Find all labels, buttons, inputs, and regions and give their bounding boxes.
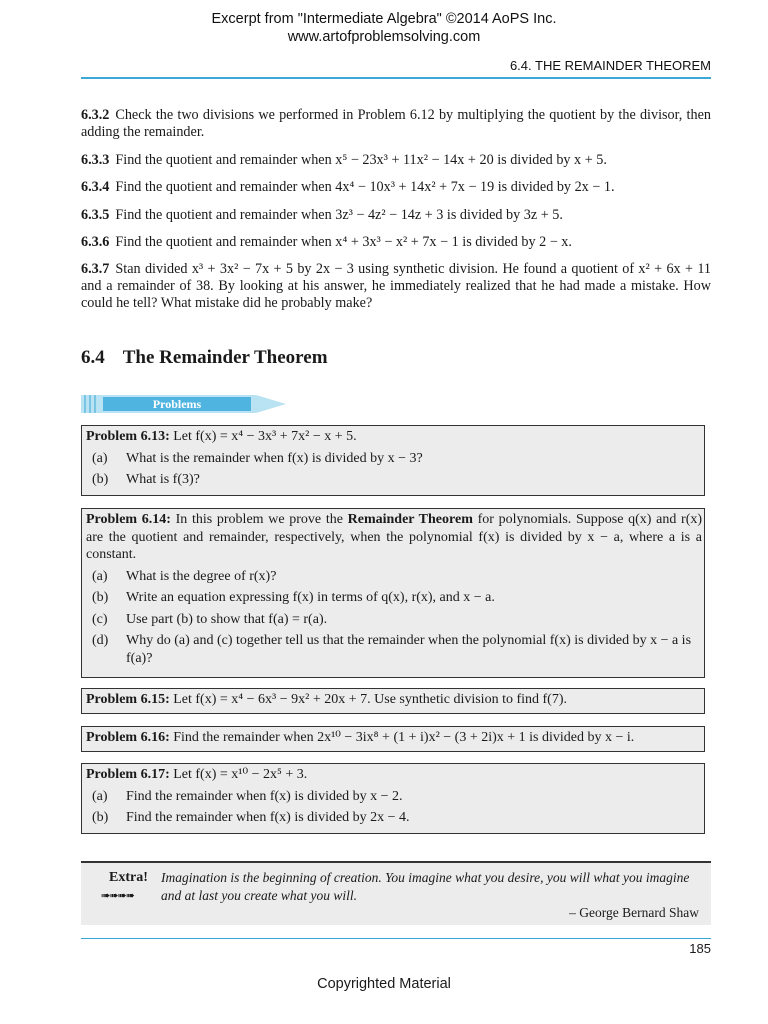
exercise-6-3-3 xyxy=(81,152,711,169)
part-label: (b) xyxy=(92,472,109,487)
problem-stem: Let f(x) = x⁴ − 3x³ + 7x² − x + 5. xyxy=(173,429,357,444)
part-text: Why do (a) and (c) together tell us that the remainder when the polynomial f(x) is divided by x − a is f(a)? xyxy=(126,633,692,666)
part-label: (a) xyxy=(92,450,108,466)
exercise-number: 6.3.5 xyxy=(81,207,110,223)
banner-stripe xyxy=(84,395,86,413)
exercise-text: Find the quotient and remainder when 3z³ − 4z² − 14z + 3 is divided by 3z + 5. xyxy=(115,207,563,223)
problem-label: Problem 6.14: xyxy=(86,512,171,527)
part-text: Find the remainder when f(x) is divided by x − 2. xyxy=(126,788,403,804)
copyright-notice: Copyrighted Material xyxy=(317,976,451,992)
running-head: 6.4. THE REMAINDER THEOREM xyxy=(509,58,711,73)
part-text: Use part (b) to show that f(a) = r(a). xyxy=(126,611,328,627)
problem-part xyxy=(86,589,702,607)
problem-stem-cont: for polynomials. Suppose q(x) and r(x) are the quotient and remainder, respectively, when the polynomial f(x) is divided by x − a, where a is a constant. xyxy=(86,512,703,562)
exercise-number: 6.3.6 xyxy=(81,234,110,250)
part-text: Write an equation expressing f(x) in terms of q(x), r(x), and x − a. xyxy=(126,590,495,605)
exercise-text: Find the quotient and remainder when x⁵ − 23x³ + 11x² − 14x + 20 is divided by x + 5. xyxy=(115,152,607,168)
banner-stripe xyxy=(94,395,96,413)
exercise-text: Find the quotient and remainder when 4x⁴ − 10x³ + 14x² + 7x − 19 is divided by 2x − 1. xyxy=(115,179,615,195)
exercise-text: Check the two divisions we performed in Problem 6.12 by multiplying the quotient by the divisor, then adding the remainder. xyxy=(81,107,711,140)
exercise-6-3-4 xyxy=(81,179,711,196)
part-label: (b) xyxy=(92,590,109,605)
problem-stem: Find the remainder when 2x¹⁰ − 3ix⁸ + (1 + i)x² − (3 + 2i)x + 1 is divided by x − i. xyxy=(173,730,635,745)
problem-part xyxy=(86,632,702,667)
problem-6-15 xyxy=(81,688,705,714)
quote-author: – George Bernard Shaw xyxy=(569,905,699,920)
extra-quote-box xyxy=(81,861,711,925)
problem-label: Problem 6.15: xyxy=(86,692,170,707)
page-number: 185 xyxy=(689,941,711,956)
banner-stripe xyxy=(89,395,91,413)
exercise-number: 6.3.2 xyxy=(81,107,110,123)
exercise-6-3-5 xyxy=(81,207,711,224)
problem-6-16 xyxy=(81,726,705,752)
problem-label: Problem 6.17: xyxy=(86,767,170,782)
exercise-text: Stan divided x³ + 3x² − 7x + 5 by 2x − 3 using synthetic division. He found a quotient of x² + 6x + 11 and a remainder of 38. By looking at his answer, he immediately realized that he had made a mistake. How could he tell? What mistake did he probably make? xyxy=(81,261,711,311)
exercise-text: Find the quotient and remainder when x⁴ + 3x³ − x² + 7x − 1 is divided by 2 − x. xyxy=(115,234,572,250)
part-text: What is the degree of r(x)? xyxy=(126,568,277,584)
extra-label: Extra! xyxy=(109,870,148,885)
problem-part xyxy=(86,611,702,629)
problem-part xyxy=(86,788,702,806)
part-label: (a) xyxy=(92,568,108,584)
part-label: (a) xyxy=(92,788,108,804)
problem-stem: In this problem we prove the xyxy=(175,512,343,527)
problem-part xyxy=(86,471,702,489)
part-text: What is the remainder when f(x) is divided by x − 3? xyxy=(126,450,423,466)
excerpt-line: Excerpt from "Intermediate Algebra" ©2014 AoPS Inc. xyxy=(211,11,557,27)
remainder-theorem-term: Remainder Theorem xyxy=(347,512,473,527)
exercise-6-3-6 xyxy=(81,234,711,251)
problem-stem: Let f(x) = x¹⁰ − 2x⁵ + 3. xyxy=(173,767,308,782)
exercise-6-3-7 xyxy=(81,261,711,312)
problem-label: Problem 6.16: xyxy=(86,730,170,745)
problem-part xyxy=(86,450,702,468)
section-number: 6.4 xyxy=(81,347,105,368)
website-url: www.artofproblemsolving.com xyxy=(287,29,481,45)
problem-label: Problem 6.13: xyxy=(86,429,170,444)
problem-part xyxy=(86,568,702,586)
part-text: What is f(3)? xyxy=(126,472,200,487)
problem-6-14 xyxy=(81,508,705,678)
problem-stem: Let f(x) = x⁴ − 6x³ − 9x² + 20x + 7. Use synthetic division to find f(7). xyxy=(173,692,567,707)
arrows-icon: ➠➠➠➠ xyxy=(101,890,134,902)
part-label: (d) xyxy=(92,633,109,648)
exercise-number: 6.3.7 xyxy=(81,261,110,277)
exercise-number: 6.3.4 xyxy=(81,179,110,195)
footer-rule xyxy=(81,938,711,939)
problem-part xyxy=(86,809,702,827)
exercise-number: 6.3.3 xyxy=(81,152,110,168)
section-title xyxy=(81,347,328,369)
banner-label: Problems xyxy=(152,397,202,411)
exercise-6-3-2 xyxy=(81,107,711,141)
header-rule xyxy=(81,77,711,79)
part-text: Find the remainder when f(x) is divided by 2x − 4. xyxy=(126,810,410,825)
problem-6-17 xyxy=(81,763,705,834)
excerpt-header xyxy=(0,10,768,46)
banner-arrow-icon xyxy=(256,395,286,413)
problems-banner xyxy=(81,393,291,415)
quote-text: Imagination is the beginning of creation. You imagine what you desire, you will what you imagine and at last you create what you will. xyxy=(161,870,690,903)
problem-6-13 xyxy=(81,425,705,496)
section-heading: The Remainder Theorem xyxy=(122,347,328,368)
part-label: (c) xyxy=(92,611,108,627)
part-label: (b) xyxy=(92,810,109,825)
